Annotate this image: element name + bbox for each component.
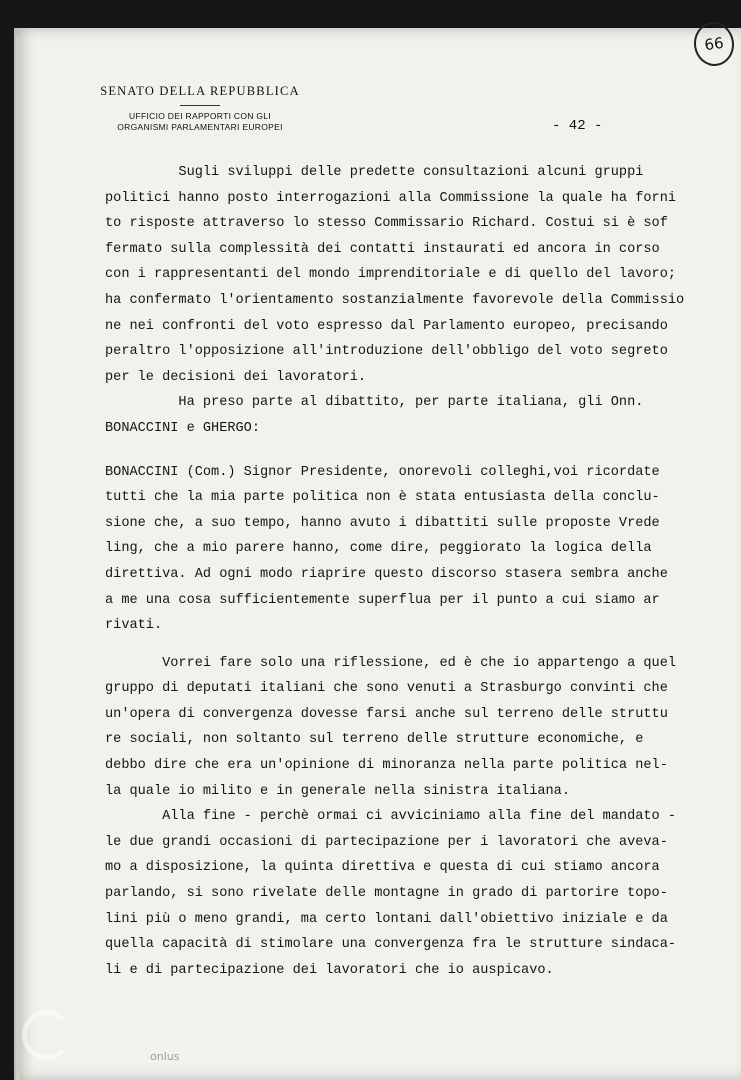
letterhead-title: SENATO DELLA REPUBBLICA <box>100 84 300 98</box>
text-line: a me una cosa sufficientemente superflua per il punto a cui siamo ar <box>105 592 660 608</box>
page-edge <box>16 36 20 1080</box>
letterhead-office-line-2: ORGANISMI PARLAMENTARI EUROPEI <box>117 122 283 132</box>
text-line: li e di partecipazione dei lavoratori che io auspicavo. <box>105 962 554 978</box>
text-line: Sugli sviluppi delle predette consultazioni alcuni gruppi <box>105 165 644 180</box>
text-line: lini più o meno grandi, ma certo lontani dall'obiettivo iniziale e da <box>105 911 668 927</box>
text-line: re sociali, non soltanto sul terreno delle strutture economiche, e <box>105 732 644 748</box>
letterhead-divider <box>180 105 220 106</box>
text-line: sione che, a suo tempo, hanno avuto i dibattiti sulle proposte Vrede <box>105 515 660 531</box>
paragraph-consultations <box>105 160 725 390</box>
paragraph-bonaccini-speech <box>105 460 725 639</box>
text-line: rivati. <box>105 618 163 634</box>
text-line: gruppo di deputati italiani che sono venuti a Strasburgo convinti che <box>105 681 668 697</box>
text-line: quella capacità di stimolare una convergenza fra le strutture sindaca- <box>105 937 677 953</box>
document-body <box>105 160 725 983</box>
text-line: tutti che la mia parte politica non è stata entusiasta della conclu- <box>105 490 660 506</box>
text-line: peraltro l'opposizione all'introduzione dell'obbligo del voto segreto <box>105 344 668 360</box>
text-line: le due grandi occasioni di partecipazione per i lavoratori che aveva- <box>105 834 668 850</box>
text-line: BONACCINI e GHERGO: <box>105 420 260 436</box>
paragraph-reflection <box>105 651 725 805</box>
text-line: ne nei confronti del voto espresso dal Parlamento europeo, precisando <box>105 318 668 334</box>
text-line: politici hanno posto interrogazioni alla Commissione la quale ha forni <box>105 190 677 206</box>
text-line: con i rappresentanti del mondo imprenditoriale e di quello del lavoro; <box>105 267 677 283</box>
text-line: Alla fine - perchè ormai ci avviciniamo alla fine del mandato - <box>105 809 677 825</box>
text-line: BONACCINI (Com.) Signor Presidente, onorevoli colleghi,voi ricordate <box>105 464 660 480</box>
text-line: direttiva. Ad ogni modo riaprire questo discorso stasera sembra anche <box>105 566 668 582</box>
watermark-logo-icon <box>22 1010 72 1060</box>
text-line: debbo dire che era un'opinione di minoranza nella parte politica nel- <box>105 758 668 774</box>
text-line: la quale io milito e in generale nella sinistra italiana. <box>105 783 570 799</box>
paragraph-conclusion <box>105 804 725 983</box>
watermark-label: onlus <box>150 1050 180 1063</box>
text-line: Ha preso parte al dibattito, per parte italiana, gli Onn. <box>105 395 644 411</box>
text-line: to risposte attraverso lo stesso Commissario Richard. Costui si è sof <box>105 216 668 232</box>
page-number: - 42 - <box>552 118 603 134</box>
text-line: ling, che a mio parere hanno, come dire, peggiorato la logica della <box>105 541 652 557</box>
text-line: Vorrei fare solo una riflessione, ed è che io appartengo a quel <box>105 655 677 671</box>
text-line: fermato sulla complessità dei contatti instaurati ed ancora in corso <box>105 241 660 257</box>
letterhead-office-line-1: UFFICIO DEI RAPPORTI CON GLI <box>129 111 271 121</box>
text-line: parlando, si sono rivelate delle montagne in grado di partorire topo- <box>105 886 668 902</box>
letterhead <box>80 84 320 133</box>
paragraph-debate-participants <box>105 390 725 441</box>
text-line: ha confermato l'orientamento sostanzialmente favorevole della Commissio <box>105 292 685 308</box>
text-line: per le decisioni dei lavoratori. <box>105 369 367 385</box>
archive-mark: 66 <box>691 19 737 68</box>
text-line: un'opera di convergenza dovesse farsi anche sul terreno delle struttu <box>105 706 668 722</box>
text-line: mo a disposizione, la quinta direttiva e questa di cui stiamo ancora <box>105 860 660 876</box>
